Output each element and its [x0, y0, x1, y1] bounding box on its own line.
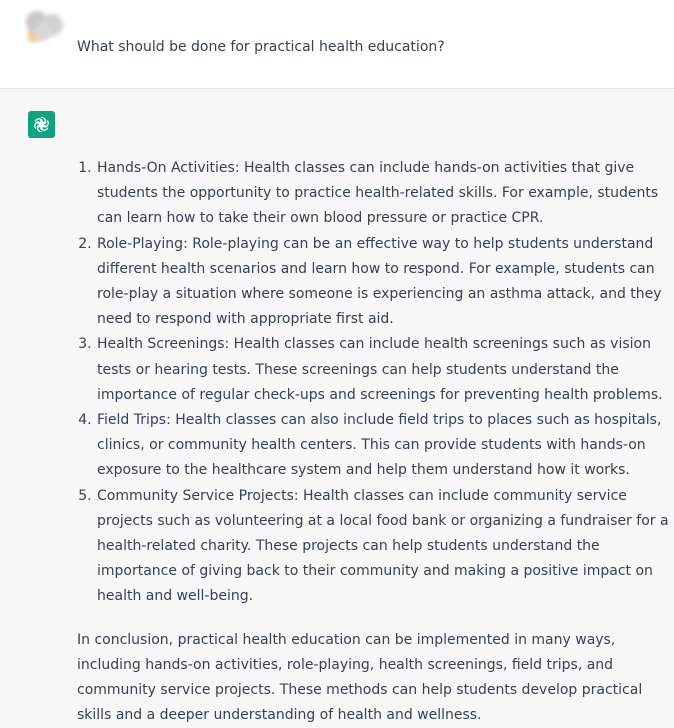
user-message-row	[0, 0, 674, 89]
list-item: 4. Field Trips: Health classes can also include field trips to places such as hospitals, clinics, or community health centers. This can provide students with hands-on exposure to the healthcare system and help them understand how it works.	[96, 408, 669, 484]
list-item: 1. Hands-On Activities: Health classes can include hands-on activities that give students the opportunity to practice health-related skills. For example, students can learn how to take their own blood pressure or practice CPR.	[96, 156, 669, 232]
user-message-text: What should be done for practical health education?	[77, 39, 445, 55]
answer-conclusion: In conclusion, practical health education can be implemented in many ways, including hands-on activities, role-playing, health screenings, field trips, and community service projects. These methods can help students develop practical skills and a deeper understanding of health and wellness.	[77, 631, 643, 724]
assistant-message-row	[0, 89, 674, 726]
openai-logo-icon	[28, 111, 55, 138]
answer-list	[77, 156, 669, 610]
assistant-answer	[77, 156, 669, 728]
list-item: 3. Health Screenings: Health classes can include health screenings such as vision tests or hearing tests. These screenings can help students understand the importance of regular check-ups and screenings for preventing health problems.	[96, 332, 669, 408]
user-avatar-icon	[24, 8, 66, 44]
list-item: 5. Community Service Projects: Health classes can include community service projects such as volunteering at a local food bank or organizing a fundraiser for a health-related charity. These projects can help students understand the importance of giving back to their community and making a positive impact on health and well-being.	[96, 484, 669, 610]
list-item: 2. Role-Playing: Role-playing can be an effective way to help students understand different health scenarios and learn how to respond. For example, students can role-play a situation where someone is experiencing an asthma attack, and they need to respond with appropriate first aid.	[96, 232, 669, 333]
